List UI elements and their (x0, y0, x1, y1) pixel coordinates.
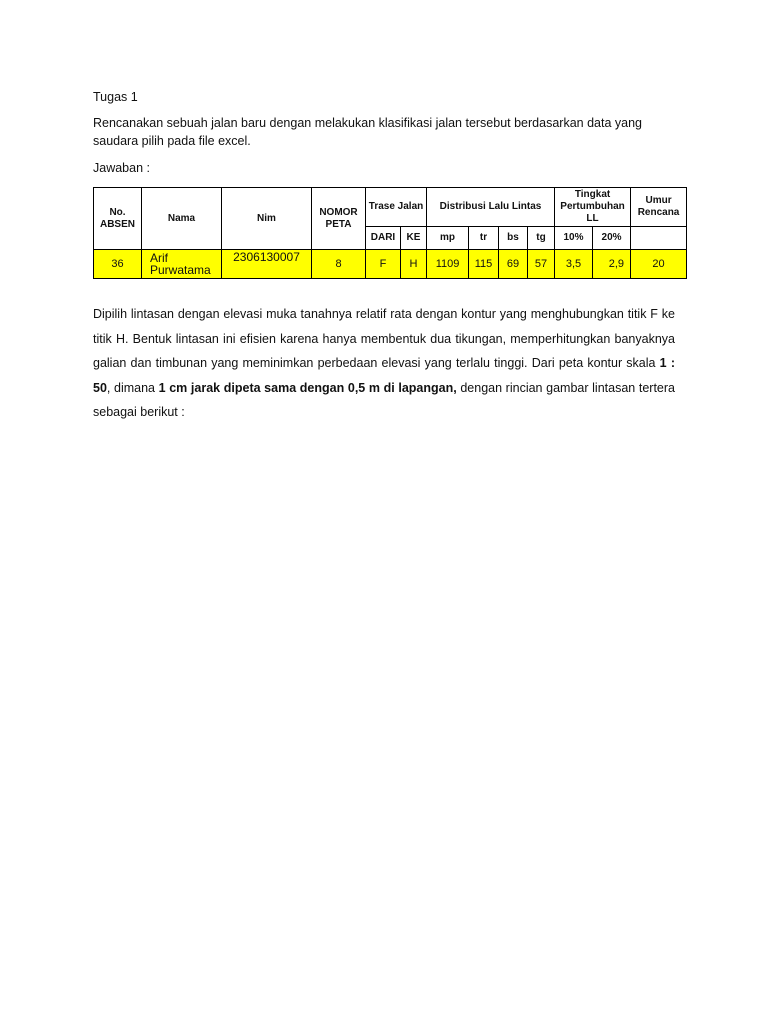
paragraph-scale: 1 : 50 (93, 356, 675, 395)
cell-10pct: 3,5 (555, 250, 593, 279)
task-description: Rencanakan sebuah jalan baru dengan melakukan klasifikasi jalan tersebut berdasarkan data yang saudara pilih pada file excel. (93, 116, 642, 148)
header-umur: Umur Rencana (631, 188, 687, 227)
table-header-row (94, 188, 687, 227)
subheader-ke: KE (401, 227, 427, 250)
subheader-bs: bs (499, 227, 528, 250)
paragraph-text-1: Dipilih lintasan dengan elevasi muka tanahnya relatif rata dengan kontur yang menghubungkan titik F ke titik H. Bentuk lintasan ini efisien karena hanya membentuk dua tikungan, memperhitungkan banyaknya galian dan timbunan yang meminimkan perbedaan elevasi yang terlalu tinggi. Dari peta kontur skala (93, 307, 675, 370)
paragraph-scale-detail: 1 cm jarak dipeta sama dengan 0,5 m di lapangan, (158, 380, 457, 395)
paragraph-text-3: dengan rincian gambar lintasan tertera sebagai berikut : (93, 380, 675, 419)
paragraph-text-2: , dimana (106, 380, 159, 395)
cell-nomor-peta: 8 (312, 250, 366, 279)
subheader-umur-empty (631, 227, 687, 250)
cell-ke: H (401, 250, 427, 279)
data-table (93, 187, 687, 279)
cell-mp: 1109 (427, 250, 469, 279)
cell-umur: 20 (631, 250, 687, 279)
answer-label: Jawaban : (93, 161, 150, 175)
subheader-tg: tg (528, 227, 555, 250)
header-trase-jalan: Trase Jalan (366, 188, 427, 227)
document-title: Tugas 1 (93, 90, 138, 104)
cell-bs: 69 (499, 250, 528, 279)
cell-nama: Arif Purwatama (142, 250, 222, 279)
header-tingkat: Tingkat Pertumbuhan LL (555, 188, 631, 227)
cell-no-absen: 36 (94, 250, 142, 279)
header-no-absen: No. ABSEN (94, 188, 142, 250)
subheader-tr: tr (469, 227, 499, 250)
explanation-paragraph (93, 302, 675, 425)
header-distribusi: Distribusi Lalu Lintas (427, 188, 555, 227)
subheader-dari: DARI (366, 227, 401, 250)
header-nomor-peta: NOMOR PETA (312, 188, 366, 250)
subheader-mp: mp (427, 227, 469, 250)
header-nama: Nama (142, 188, 222, 250)
subheader-20pct: 20% (593, 227, 631, 250)
cell-dari: F (366, 250, 401, 279)
cell-nim: 2306130007 (222, 250, 312, 279)
table-row (94, 250, 687, 279)
subheader-10pct: 10% (555, 227, 593, 250)
cell-tr: 115 (469, 250, 499, 279)
cell-tg: 57 (528, 250, 555, 279)
cell-20pct: 2,9 (593, 250, 631, 279)
header-nim: Nim (222, 188, 312, 250)
